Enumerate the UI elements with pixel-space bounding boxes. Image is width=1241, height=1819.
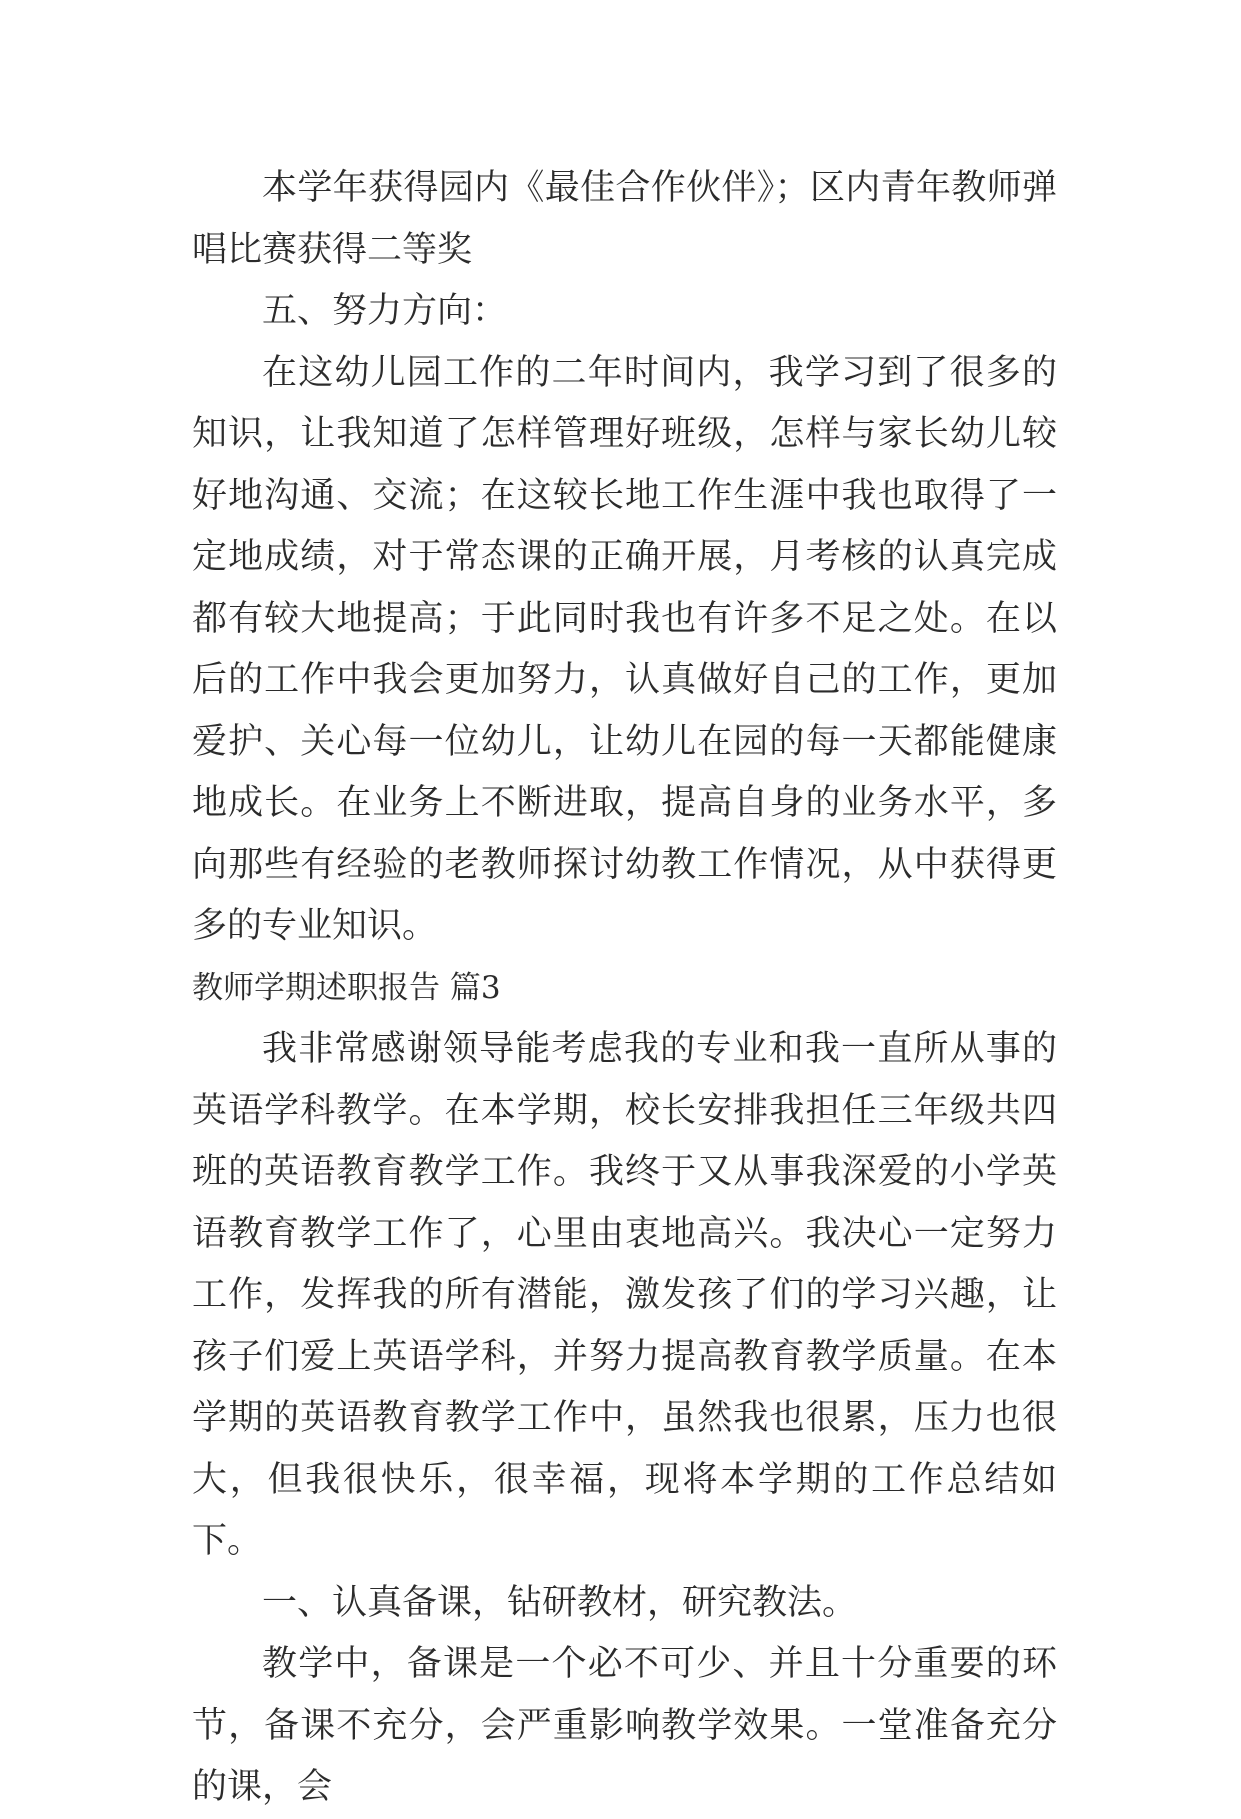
section-heading-effort-direction: 五、努力方向： [262,291,508,331]
lesson-prep-paragraph: 教学中，备课是一个必不可少、并且十分重要的环节，备课不充分，会严重影响教学效果。一堂准备充分的课，会 [192,1644,1057,1807]
intro-paragraph: 我非常感谢领导能考虑我的专业和我一直所从事的英语学科教学。在本学期，校长安排我担任三年级共四班的英语教育教学工作。我终于又从事我深爱的小学英语教育教学工作了，心里由衷地高兴。我决心一定努力工作，发挥我的所有潜能，激发孩了们的学习兴趣，让孩子们爱上英语学科，并努力提高教育教学质量。在本学期的英语教育教学工作中，虽然我也很累，压力也很大，但我很快乐，很幸福，现将本学期的工作总结如下。 [192,1029,1057,1561]
document-body [192,158,1057,1819]
section-heading-lesson-prep: 一、认真备课，钻研教材，研究教法。 [262,1582,858,1623]
award-paragraph: 本学年获得园内《最佳合作伙伴》；区内青年教师弹唱比赛获得二等奖 [192,168,1057,270]
effort-direction-paragraph: 在这幼儿园工作的二年时间内，我学习到了很多的知识，让我知道了怎样管理好班级，怎样与家长幼儿较好地沟通、交流；在这较长地工作生涯中我也取得了一定地成绩，对于常态课的正确开展，月考核的认真完成都有较大地提高；于此同时我也有许多不足之处。在以后的工作中我会更加努力，认真做好自己的工作，更加爱护、关心每一位幼儿，让幼儿在园的每一天都能健康地成长。在业务上不断进取，提高自身的业务水平，多向那些有经验的老教师探讨幼教工作情况，从中获得更多的专业知识。 [192,352,1057,946]
report-title: 教师学期述职报告 篇3 [192,969,501,1006]
